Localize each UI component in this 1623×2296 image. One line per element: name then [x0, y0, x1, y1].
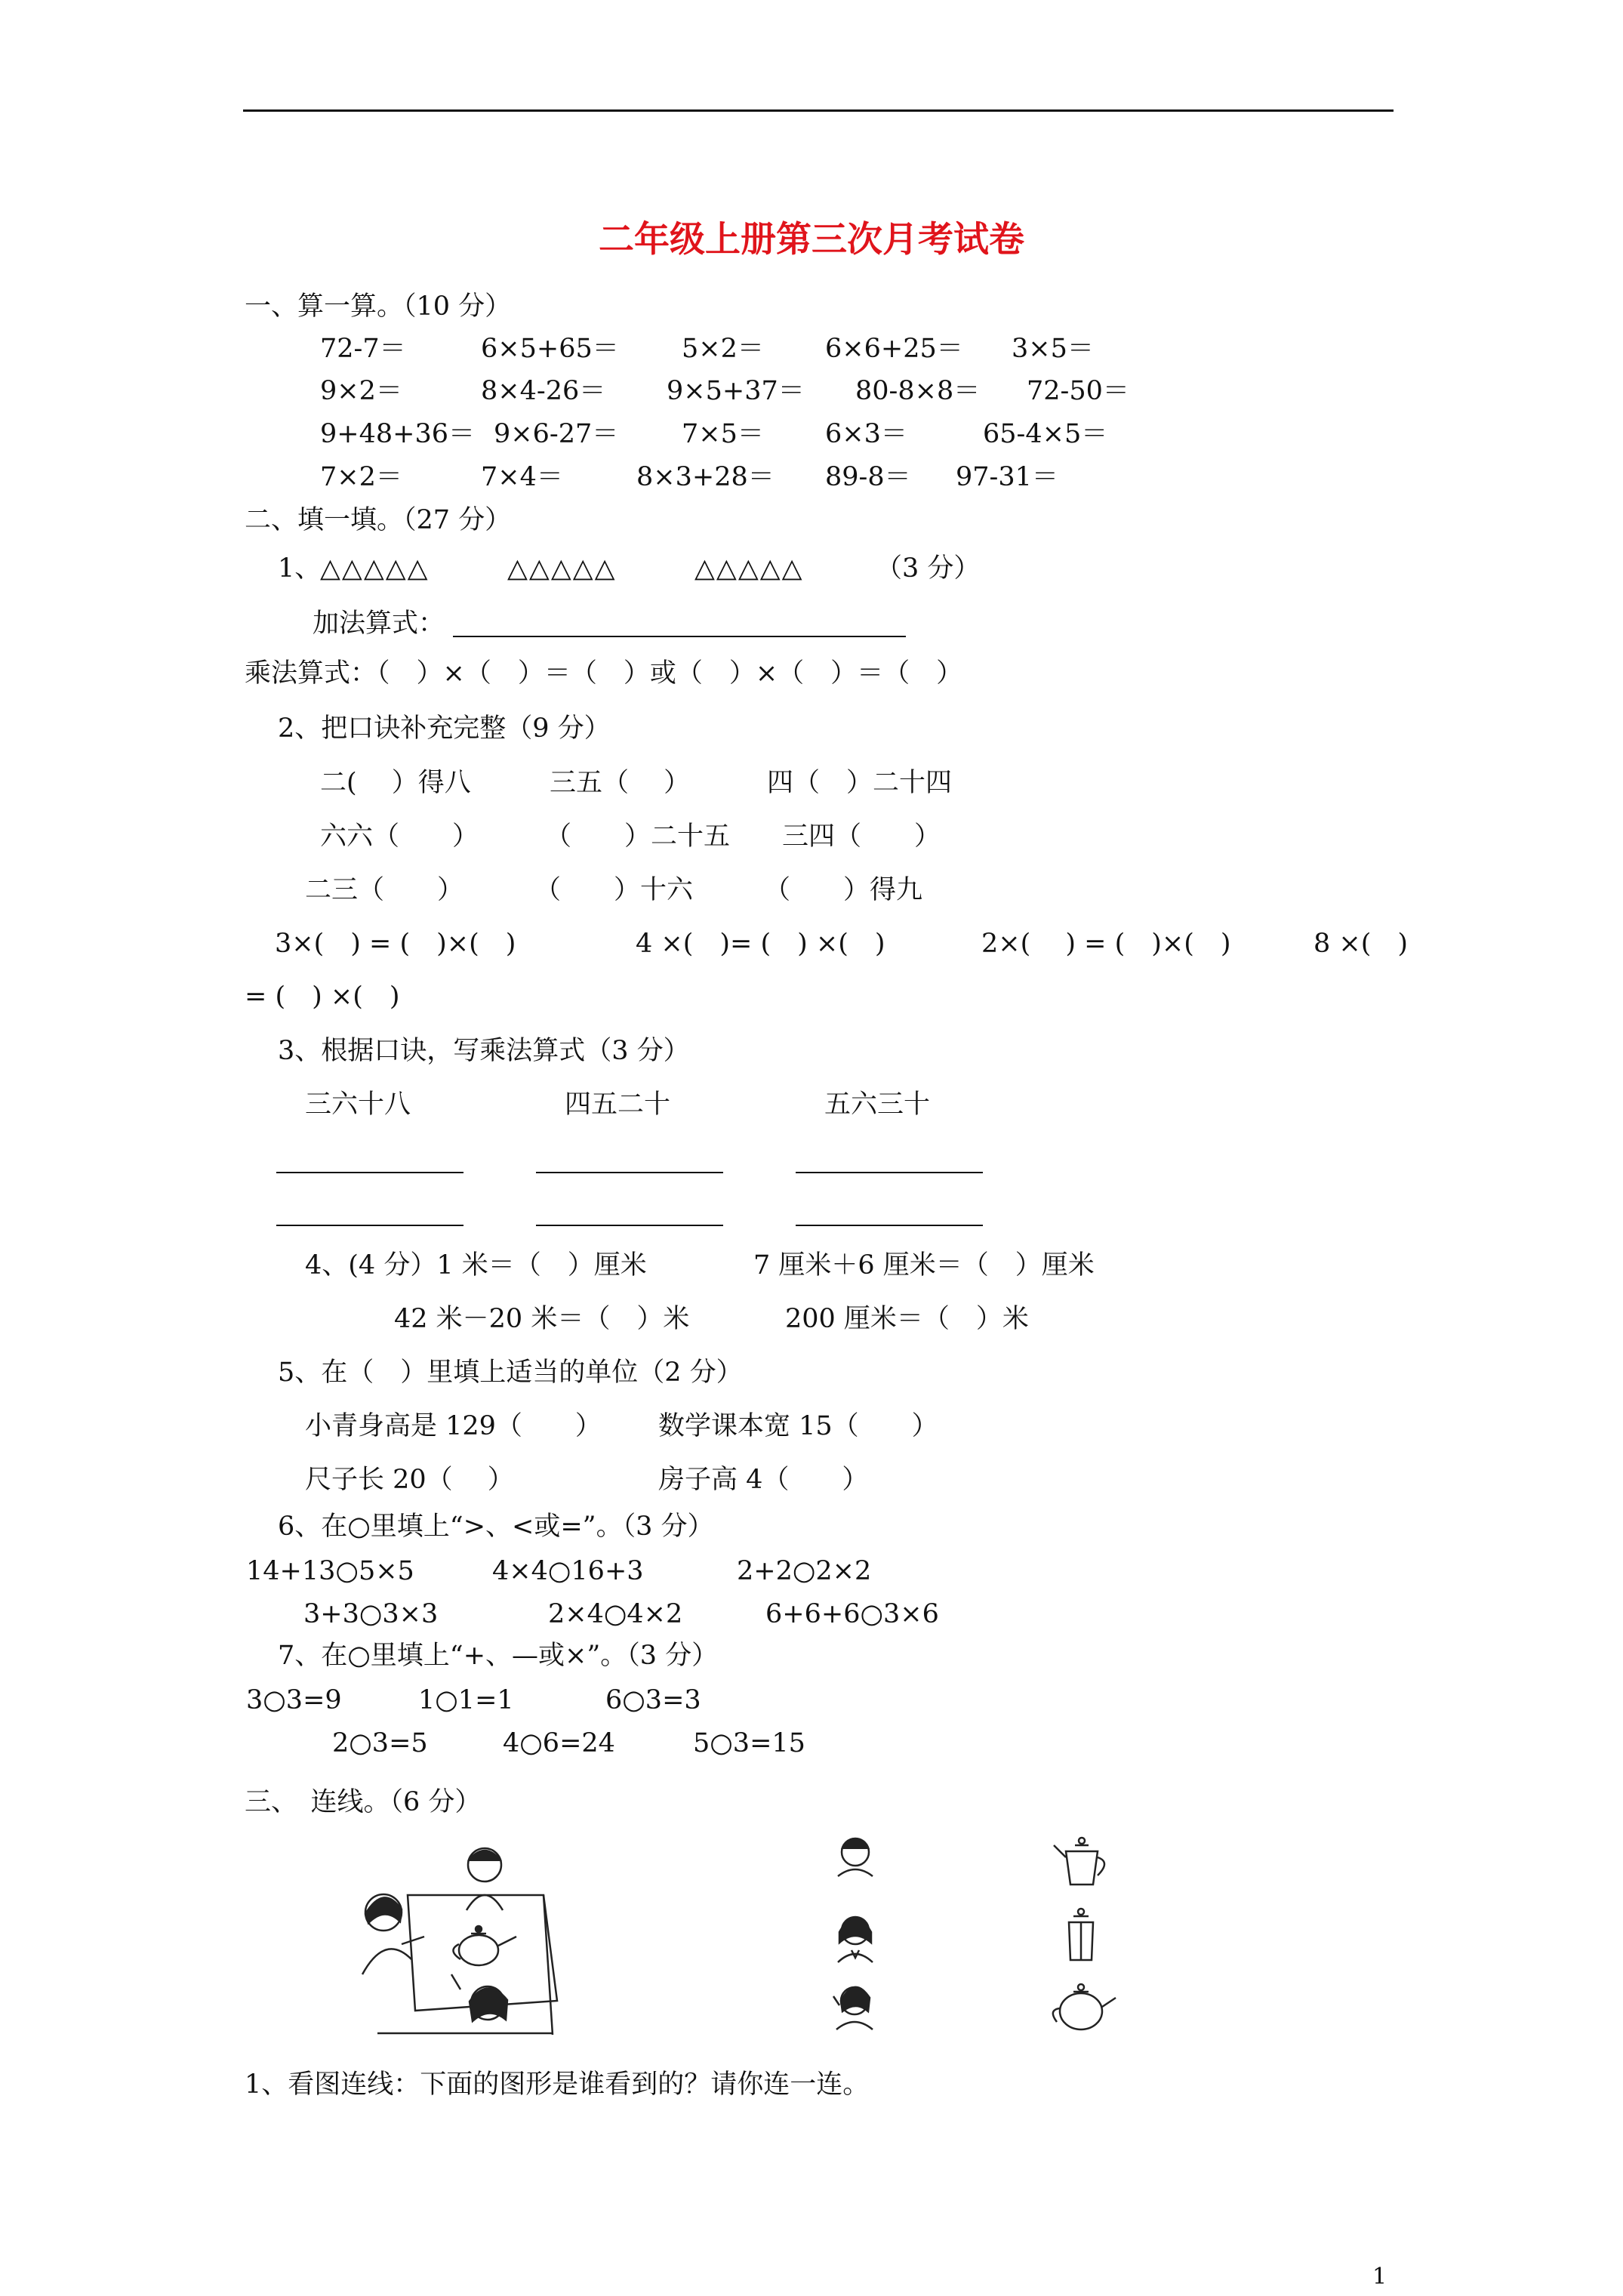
rhyme-item: 四五二十 — [565, 1089, 671, 1120]
multiplication-line: 乘法算式：（ ）×（ ）＝（ ）或（ ）×（ ）＝（ ） — [245, 658, 963, 689]
calc-item: 65-4×5＝ — [983, 419, 1108, 449]
scene-illustration — [355, 1831, 566, 2039]
calc-item: 9×5+37＝ — [667, 376, 805, 406]
operator-item: 1○1=1 — [418, 1685, 514, 1715]
page-title: 二年级上册第三次月考试卷 — [599, 219, 1024, 260]
rhyme-item: 五六三十 — [824, 1089, 931, 1120]
unit-blank-item: 尺子长 20（ ） — [305, 1465, 514, 1495]
compare-item: 6+6+6○3×6 — [765, 1599, 939, 1629]
q1-points: （3 分） — [876, 553, 981, 584]
operator-item: 3○3=9 — [246, 1685, 342, 1715]
calc-item: 7×5＝ — [682, 419, 764, 449]
q5-heading: 5、在（ ）里填上适当的单位（2 分） — [278, 1358, 743, 1388]
triangle-group: △△△△△ — [694, 553, 804, 584]
calc-item: 6×3＝ — [825, 419, 907, 449]
teapot-side-view-icon[interactable] — [1049, 1835, 1114, 1891]
rhyme-item: 四（ ）二十四 — [767, 768, 953, 798]
unit-item: 42 米－20 米＝（ ）米 — [394, 1304, 690, 1334]
operator-item: 5○3=15 — [693, 1728, 805, 1758]
rhyme-item: 二三（ ） — [305, 875, 464, 905]
calc-item: 72-50＝ — [1027, 376, 1129, 406]
addition-label: 加法算式： — [313, 609, 445, 639]
compare-item: 4×4○16+3 — [492, 1556, 644, 1586]
section2-heading: 二、填一填。（27 分） — [245, 505, 512, 535]
equation-item: 4 ×( )= ( ) ×( ) — [636, 929, 885, 959]
calc-item: 3×5＝ — [1012, 334, 1094, 364]
answer-blank-line[interactable] — [796, 1225, 983, 1226]
triangle-group: △△△△△ — [320, 553, 430, 584]
rhyme-item: 二( ）得八 — [320, 768, 471, 798]
rhyme-item: 六六（ ） — [320, 821, 479, 852]
triangle-group: △△△△△ — [507, 553, 617, 584]
q1-number: 1、 — [278, 553, 322, 584]
girl-side-face-icon[interactable] — [829, 1978, 882, 2031]
answer-blank-line[interactable] — [453, 636, 906, 637]
calc-item: 8×3+28＝ — [636, 462, 775, 492]
equation-item: = ( ) ×( ) — [245, 982, 400, 1012]
girl-face-icon[interactable] — [829, 1906, 882, 1964]
rhyme-item: （ ）得九 — [764, 875, 923, 905]
unit-blank-item: 数学课本宽 15（ ） — [658, 1411, 938, 1441]
unit-item: 7 厘米＋6 厘米＝（ ）厘米 — [753, 1250, 1095, 1281]
q6-heading: 6、在○里填上“>、<或=”。（3 分） — [278, 1512, 714, 1542]
section1-heading: 一、算一算。（10 分） — [245, 291, 512, 322]
q2-heading: 2、把口诀补充完整（9 分） — [278, 713, 611, 744]
operator-item: 2○3=5 — [332, 1728, 428, 1758]
header-rule — [243, 109, 1394, 112]
teapot-front-view-icon[interactable] — [1057, 1907, 1105, 1965]
calc-item: 97-31＝ — [956, 462, 1058, 492]
compare-item: 2×4○4×2 — [548, 1599, 683, 1629]
q7-heading: 7、在○里填上“+、—或×”。（3 分） — [278, 1641, 719, 1671]
equation-item: 3×( ) = ( )×( ) — [275, 929, 516, 959]
unit-item: 200 厘米＝（ ）米 — [785, 1304, 1029, 1334]
unit-blank-item: 小青身高是 129（ ） — [305, 1411, 602, 1441]
equation-item: 8 ×( ) — [1313, 929, 1409, 959]
answer-blank-line[interactable] — [796, 1172, 983, 1173]
operator-item: 6○3=3 — [605, 1685, 701, 1715]
equation-item: 2×( ) = ( )×( ) — [981, 929, 1231, 959]
unit-blank-item: 房子高 4（ ） — [658, 1465, 869, 1495]
boy-face-icon[interactable] — [830, 1831, 880, 1878]
answer-blank-line[interactable] — [536, 1225, 723, 1226]
rhyme-item: 三四（ ） — [782, 821, 941, 852]
answer-blank-line[interactable] — [276, 1225, 463, 1226]
teapot-other-side-view-icon[interactable] — [1046, 1978, 1117, 2036]
calc-item: 9+48+36＝ — [320, 419, 475, 449]
calc-item: 80-8×8＝ — [855, 376, 981, 406]
compare-item: 14+13○5×5 — [246, 1556, 414, 1586]
calc-item: 7×4＝ — [481, 462, 563, 492]
section3-heading: 三、 连线。（6 分） — [245, 1787, 482, 1817]
answer-blank-line[interactable] — [276, 1172, 463, 1173]
compare-item: 2+2○2×2 — [737, 1556, 872, 1586]
matching-instruction: 1、看图连线：下面的图形是谁看到的？请你连一连。 — [245, 2069, 870, 2100]
rhyme-item: （ ）十六 — [534, 875, 694, 905]
calc-item: 5×2＝ — [682, 334, 764, 364]
calc-item: 9×6-27＝ — [494, 419, 619, 449]
page-number: 1 — [1372, 2264, 1387, 2290]
rhyme-item: （ ）二十五 — [545, 821, 731, 852]
answer-blank-line[interactable] — [536, 1172, 723, 1173]
calc-item: 8×4-26＝ — [481, 376, 606, 406]
q3-heading: 3、根据口诀，写乘法算式（3 分） — [278, 1036, 690, 1066]
compare-item: 3+3○3×3 — [303, 1599, 439, 1629]
calc-item: 6×5+65＝ — [481, 334, 619, 364]
calc-item: 6×6+25＝ — [825, 334, 963, 364]
calc-item: 72-7＝ — [320, 334, 406, 364]
calc-item: 9×2＝ — [320, 376, 402, 406]
unit-item: 4、(4 分）1 米＝（ ）厘米 — [305, 1250, 647, 1281]
rhyme-item: 三六十八 — [305, 1089, 411, 1120]
calc-item: 7×2＝ — [320, 462, 402, 492]
rhyme-item: 三五（ ） — [550, 768, 691, 798]
calc-item: 89-8＝ — [825, 462, 911, 492]
operator-item: 4○6=24 — [503, 1728, 615, 1758]
